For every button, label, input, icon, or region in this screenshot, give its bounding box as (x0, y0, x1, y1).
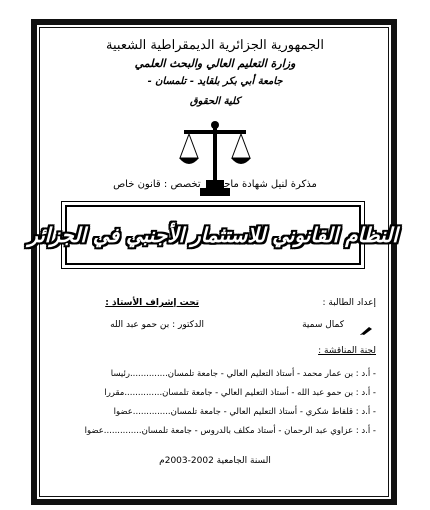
degree-statement: مذكرة لنيل شهادة ماجستير تخصص : قانون خاص (113, 179, 317, 190)
student-name: كمال سمية (302, 320, 344, 330)
supervisor-name: الدكتور : بن حمو عبد الله (110, 320, 204, 330)
student-label: إعداد الطالبة : (322, 298, 376, 308)
title-frame (28, 205, 398, 265)
committee-label: لجنة المناقشة : (318, 346, 376, 356)
academic-year: السنة الجامعية 2002-2003م (159, 456, 271, 466)
committee-member: - أ.د : عزاوي عبد الرحمان - أستاذ مكلف بالدروس - جامعة تلمسان..............عضوا (84, 426, 376, 436)
faculty-heading: كلية الحقوق (189, 96, 241, 107)
ministry-heading: وزارة التعليم العالي والبحث العلمي (134, 57, 296, 70)
committee-member: - أ.د : بن عمار محمد - أستاذ التعليم العالي - جامعة تلمسان..............رئيسا (110, 369, 376, 379)
committee-member: - أ.د : بن حمو عبد الله - أستاذ التعليم العالي - جامعة تلمسان..............مقررا (104, 388, 376, 398)
committee-member: - أ.د : قلفاط شكري - أستاذ التعليم العالي - جامعة تلمسان..............عضوا (113, 407, 376, 417)
university-heading: جامعة أبي بكر بلقايد - تلمسان - (147, 76, 283, 87)
pen-icon (360, 319, 374, 338)
supervisor-label: تحت إشراف الأستاذ : (105, 298, 199, 308)
thesis-title: النظام القانوني للاستثمار الأجنبي في الجزائر (28, 223, 398, 247)
republic-heading: الجمهورية الجزائرية الديمقراطية الشعبية (106, 38, 324, 53)
